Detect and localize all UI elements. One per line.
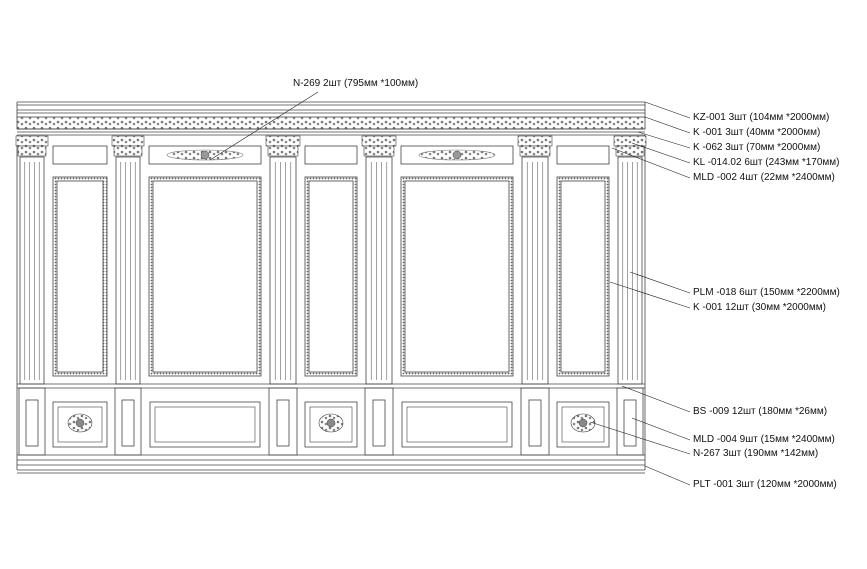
cornice-kz001 xyxy=(17,102,645,118)
leader-k001-pilaster xyxy=(610,282,690,308)
wall-panel xyxy=(57,181,103,372)
frieze-panel xyxy=(305,146,357,164)
pedestal xyxy=(617,388,643,455)
label-k062: K -062 3шт (70мм *2000мм) xyxy=(693,142,821,153)
lower-panel-inner xyxy=(407,407,507,442)
pilaster-capital-lower xyxy=(520,146,550,156)
leader-k001-top xyxy=(645,117,690,133)
wall-panel xyxy=(309,181,353,372)
pedestal xyxy=(19,388,45,455)
wall-panel xyxy=(405,181,509,372)
label-kl014: KL -014.02 6шт (243мм *170мм) xyxy=(693,157,840,168)
pilaster-capital xyxy=(16,136,48,146)
pilaster-shaft xyxy=(618,157,642,384)
pedestal-panel xyxy=(122,400,134,446)
lower-panel-outer xyxy=(150,402,260,447)
pilaster-capital xyxy=(362,136,396,146)
pilaster-shaft xyxy=(270,157,296,384)
leader-n267 xyxy=(590,422,690,454)
label-kz001: KZ-001 3шт (104мм *2000мм) xyxy=(693,112,830,123)
label-k001-top: K -001 3шт (40мм *2000мм) xyxy=(693,127,821,138)
frieze-panel xyxy=(53,146,107,164)
label-plt001: PLT -001 3шт (120мм *2000мм) xyxy=(693,479,837,490)
label-mld002: MLD -002 4шт (22мм *2400мм) xyxy=(693,172,835,183)
cornice-ornament-band xyxy=(17,117,645,129)
label-mld004: MLD -004 9шт (15мм *2400мм) xyxy=(693,434,835,445)
rosette-center xyxy=(327,419,335,427)
pedestal-panel xyxy=(277,400,289,446)
pilaster-shaft xyxy=(20,157,44,384)
leader-kz001 xyxy=(645,102,690,118)
frieze-panel xyxy=(557,146,609,164)
pedestal-panel xyxy=(529,400,541,446)
label-n269: N-269 2шт (795мм *100мм) xyxy=(293,78,419,89)
leader-plm018 xyxy=(630,272,690,293)
pilaster-capital-lower xyxy=(364,146,394,156)
pilaster-capital xyxy=(266,136,300,146)
pedestal-panel xyxy=(26,400,38,446)
pilaster-capital-lower xyxy=(18,146,46,156)
pilaster-capital xyxy=(112,136,144,146)
rosette-center xyxy=(76,419,84,427)
label-bs009: BS -009 12шт (180мм *26мм) xyxy=(693,406,828,417)
pilaster-capital-lower xyxy=(114,146,142,156)
label-n267: N-267 3шт (190мм *142мм) xyxy=(693,448,819,459)
lower-panel-outer xyxy=(402,402,512,447)
pilaster-shaft xyxy=(366,157,392,384)
pedestal xyxy=(365,388,393,455)
ornament-center xyxy=(201,151,209,159)
pedestal xyxy=(521,388,549,455)
pilaster-shaft xyxy=(522,157,548,384)
pilaster-capital-lower xyxy=(268,146,298,156)
pilaster-shaft xyxy=(116,157,140,384)
rosette-center xyxy=(579,419,587,427)
pilaster-capital xyxy=(614,136,646,146)
wall-panel xyxy=(561,181,605,372)
label-k001-pilaster: K -001 12шт (30мм *2000мм) xyxy=(693,302,826,313)
leader-plt001 xyxy=(645,466,690,485)
pedestal xyxy=(269,388,297,455)
leader-bs009 xyxy=(622,386,690,412)
pedestal-panel xyxy=(373,400,385,446)
pedestal xyxy=(115,388,141,455)
lower-panel-inner xyxy=(155,407,255,442)
leader-mld002 xyxy=(612,148,690,178)
pilaster-capital xyxy=(518,136,552,146)
ornament-center xyxy=(453,151,461,159)
pedestal-panel xyxy=(624,400,636,446)
wall-panel xyxy=(153,181,257,372)
leader-mld004 xyxy=(632,418,690,440)
label-plm018: PLM -018 6шт (150мм *2200мм) xyxy=(693,287,840,298)
